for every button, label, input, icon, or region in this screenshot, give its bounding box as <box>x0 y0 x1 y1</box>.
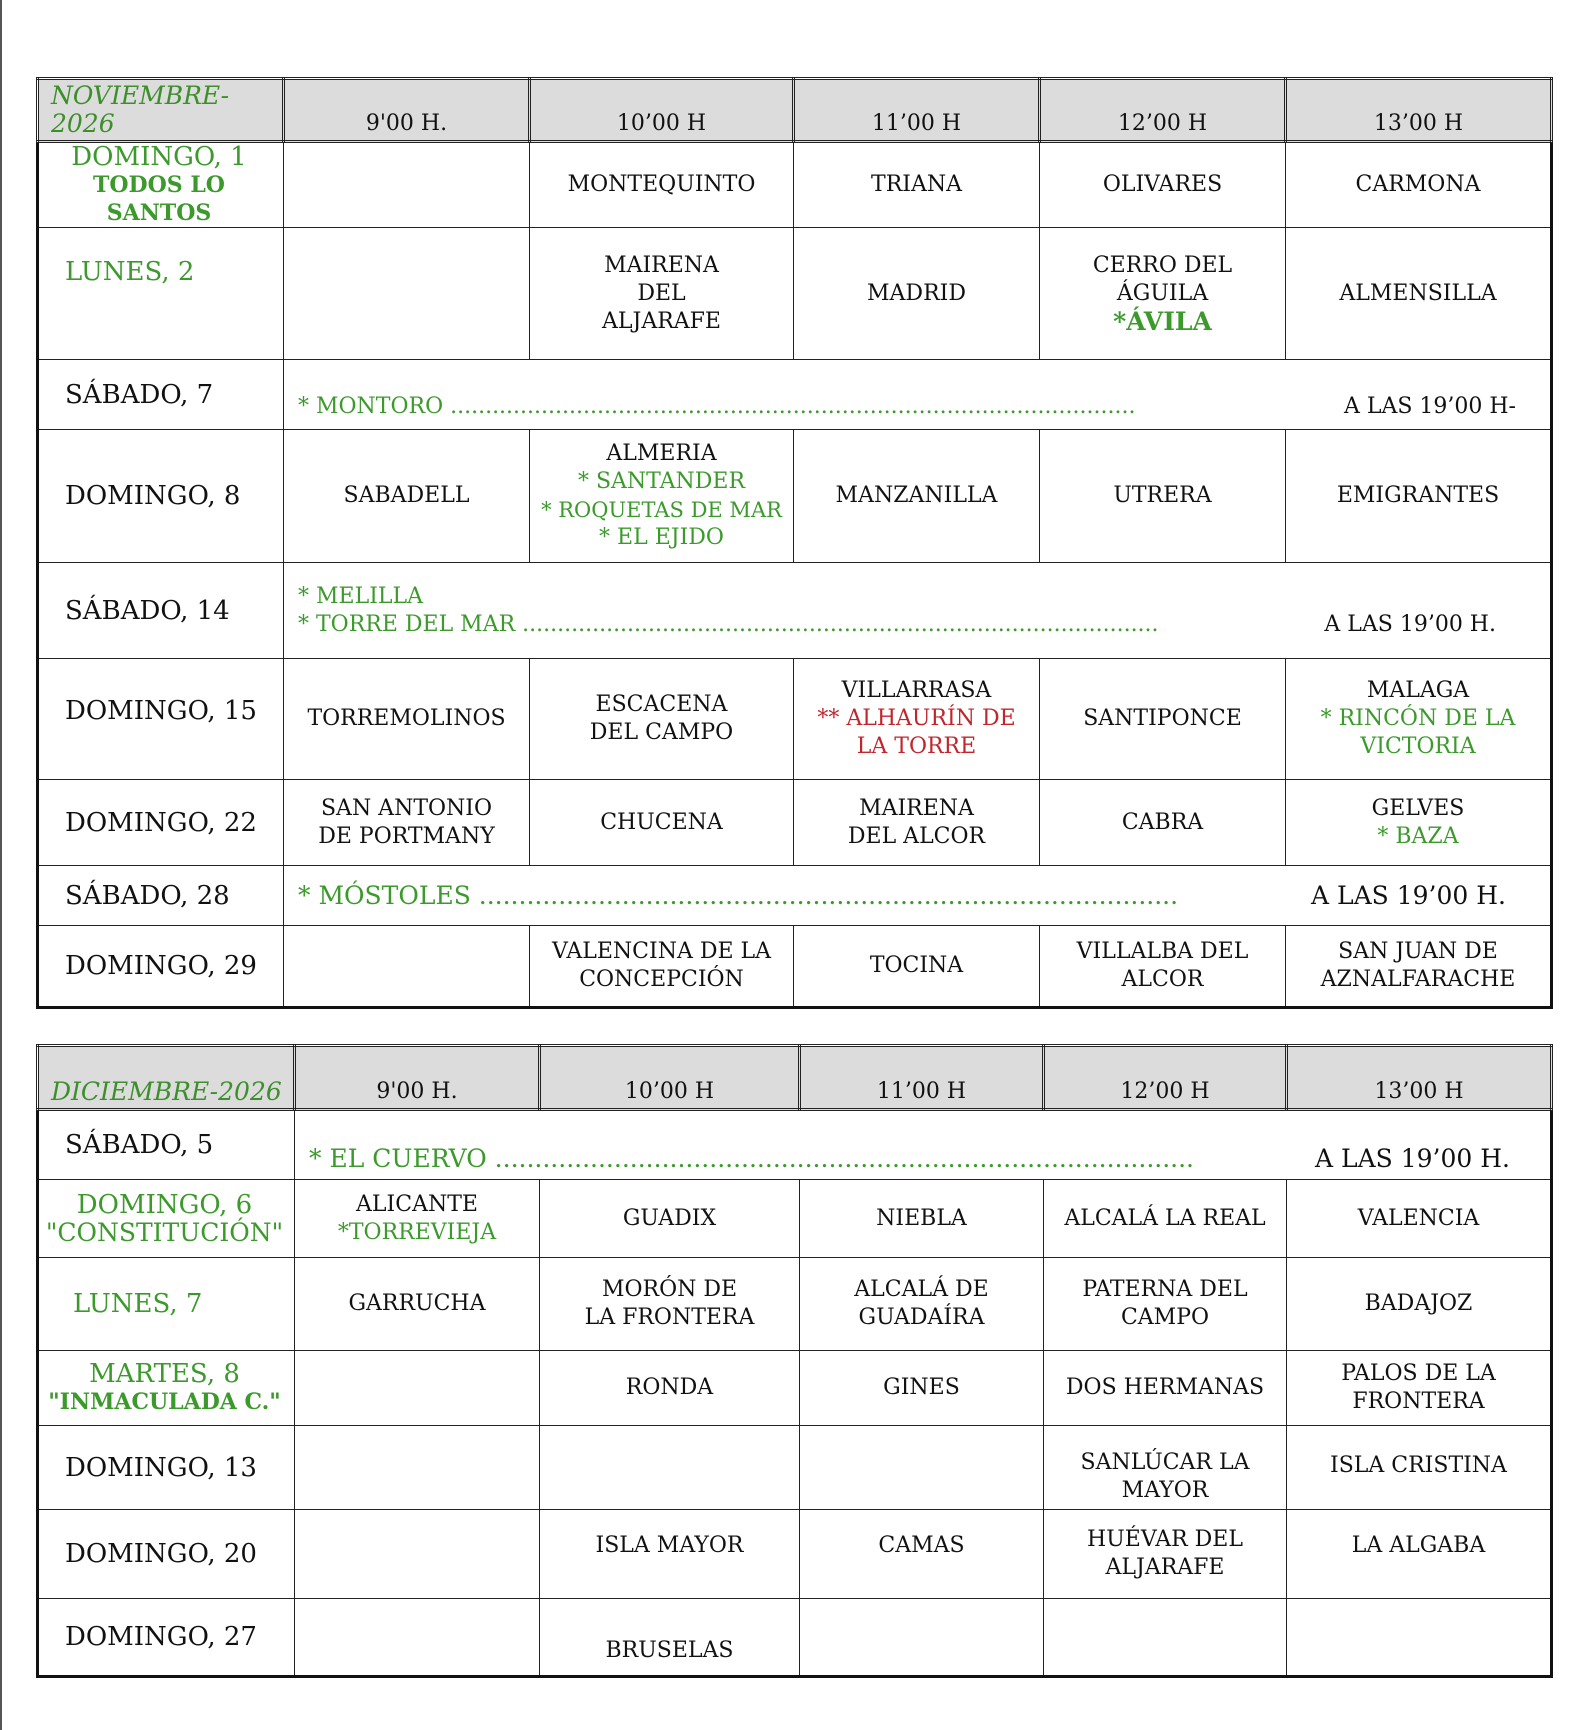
table-row <box>38 563 1552 659</box>
evening-slot: * EL CUERVO ........................................................................................ A LAS 19’00 H. <box>295 1110 1552 1180</box>
table-row <box>38 1110 1552 1180</box>
table-row <box>38 926 1552 1008</box>
slot-cell: UTRERA <box>1040 430 1286 563</box>
slot-cell: CARMONA <box>1286 142 1552 228</box>
slot-cell: ISLA MAYOR <box>540 1510 800 1599</box>
slot-cell: ISLA CRISTINA <box>1287 1426 1552 1510</box>
slot-cell <box>295 1510 540 1599</box>
slot-cell: EMIGRANTES <box>1286 430 1552 563</box>
slot-cell: CERRO DEL ÁGUILA *ÁVILA <box>1040 228 1286 360</box>
day-label: DOMINGO, 13 <box>38 1426 295 1510</box>
evening-slot: * MONTORO .................................................................................................. A LAS 19’00 H- <box>284 360 1552 430</box>
day-label: LUNES, 7 <box>38 1258 295 1351</box>
slot-cell <box>1287 1599 1552 1677</box>
slot-cell <box>284 142 530 228</box>
hour-header: 11’00 H <box>794 79 1040 142</box>
slot-cell: RONDA <box>540 1351 800 1426</box>
slot-cell: PATERNA DEL CAMPO <box>1044 1258 1287 1351</box>
slot-cell: HUÉVAR DEL ALJARAFE <box>1044 1510 1287 1599</box>
slot-cell: ESCACENA DEL CAMPO <box>530 659 794 780</box>
slot-cell: DOS HERMANAS <box>1044 1351 1287 1426</box>
slot-cell: OLIVARES <box>1040 142 1286 228</box>
slot-cell: NIEBLA <box>800 1180 1044 1258</box>
day-label: SÁBADO, 28 <box>38 866 284 926</box>
slot-cell: MAIRENA DEL ALJARAFE <box>530 228 794 360</box>
table-row <box>38 659 1552 780</box>
header-row <box>38 79 1552 142</box>
slot-cell <box>284 228 530 360</box>
slot-cell: SAN JUAN DE AZNALFARACHE <box>1286 926 1552 1008</box>
day-label: DOMINGO, 29 <box>38 926 284 1008</box>
slot-cell: MORÓN DE LA FRONTERA <box>540 1258 800 1351</box>
table-row <box>38 1180 1552 1258</box>
day-label: DOMINGO, 6 "CONSTITUCIÓN" <box>38 1180 295 1258</box>
slot-cell: GINES <box>800 1351 1044 1426</box>
slot-cell: CABRA <box>1040 780 1286 866</box>
day-label: SÁBADO, 14 <box>38 563 284 659</box>
day-label: DOMINGO, 15 <box>38 659 284 780</box>
slot-cell: CHUCENA <box>530 780 794 866</box>
day-label: DOMINGO, 27 <box>38 1599 295 1677</box>
slot-cell <box>295 1599 540 1677</box>
slot-cell: MONTEQUINTO <box>530 142 794 228</box>
evening-slot: * MÓSTOLES ........................................................................................ A LAS 19’00 H. <box>284 866 1552 926</box>
slot-cell: SANLÚCAR LA MAYOR <box>1044 1426 1287 1510</box>
slot-cell: BRUSELAS <box>540 1599 800 1677</box>
slot-cell: GELVES * BAZA <box>1286 780 1552 866</box>
page-edge <box>0 0 2 1730</box>
slot-cell: ALCALÁ LA REAL <box>1044 1180 1287 1258</box>
november-schedule-table <box>36 77 1553 1009</box>
slot-cell: MAIRENA DEL ALCOR <box>794 780 1040 866</box>
day-label: LUNES, 2 <box>38 228 284 360</box>
table-row <box>38 142 1552 228</box>
day-label: DOMINGO, 8 <box>38 430 284 563</box>
hour-header: 10’00 H <box>530 79 794 142</box>
hour-header: 9'00 H. <box>295 1046 540 1110</box>
month-title: DICIEMBRE-2026 <box>38 1046 295 1110</box>
slot-cell: VILLARRASA ** ALHAURÍN DE LA TORRE <box>794 659 1040 780</box>
slot-cell: BADAJOZ <box>1287 1258 1552 1351</box>
table-row <box>38 360 1552 430</box>
slot-cell: VALENCIA <box>1287 1180 1552 1258</box>
table-row <box>38 780 1552 866</box>
december-schedule-table <box>36 1044 1553 1678</box>
table-row <box>38 1510 1552 1599</box>
table-row <box>38 866 1552 926</box>
table-row <box>38 1426 1552 1510</box>
slot-cell: SANTIPONCE <box>1040 659 1286 780</box>
slot-cell: VILLALBA DEL ALCOR <box>1040 926 1286 1008</box>
hour-header: 10’00 H <box>540 1046 800 1110</box>
evening-slot: * MELILLA * TORRE DEL MAR ........................................................................................... A LAS 19’00 H. <box>284 563 1552 659</box>
day-label: DOMINGO, 20 <box>38 1510 295 1599</box>
slot-cell <box>540 1426 800 1510</box>
slot-cell: LA ALGABA <box>1287 1510 1552 1599</box>
hour-header: 9'00 H. <box>284 79 530 142</box>
table-row <box>38 430 1552 563</box>
day-label: DOMINGO, 1 TODOS LO SANTOS <box>38 142 284 228</box>
slot-cell: GUADIX <box>540 1180 800 1258</box>
slot-cell: MANZANILLA <box>794 430 1040 563</box>
header-row <box>38 1046 1552 1110</box>
hour-header: 13’00 H <box>1286 79 1552 142</box>
day-label: SÁBADO, 5 <box>38 1110 295 1180</box>
hour-header: 13’00 H <box>1287 1046 1552 1110</box>
slot-cell: TOCINA <box>794 926 1040 1008</box>
slot-cell: TORREMOLINOS <box>284 659 530 780</box>
slot-cell <box>295 1351 540 1426</box>
hour-header: 11’00 H <box>800 1046 1044 1110</box>
slot-cell <box>284 926 530 1008</box>
slot-cell: MALAGA * RINCÓN DE LA VICTORIA <box>1286 659 1552 780</box>
table-row <box>38 228 1552 360</box>
slot-cell: MADRID <box>794 228 1040 360</box>
slot-cell: SAN ANTONIO DE PORTMANY <box>284 780 530 866</box>
slot-cell: PALOS DE LA FRONTERA <box>1287 1351 1552 1426</box>
hour-header: 12’00 H <box>1040 79 1286 142</box>
month-title: NOVIEMBRE-2026 <box>38 79 284 142</box>
day-label: DOMINGO, 22 <box>38 780 284 866</box>
slot-cell: GARRUCHA <box>295 1258 540 1351</box>
day-label: SÁBADO, 7 <box>38 360 284 430</box>
hour-header: 12’00 H <box>1044 1046 1287 1110</box>
slot-cell: VALENCINA DE LA CONCEPCIÓN <box>530 926 794 1008</box>
slot-cell: CAMAS <box>800 1510 1044 1599</box>
table-row <box>38 1351 1552 1426</box>
slot-cell <box>295 1426 540 1510</box>
day-label: MARTES, 8 "INMACULADA C." <box>38 1351 295 1426</box>
slot-cell <box>800 1426 1044 1510</box>
slot-cell: ALICANTE *TORREVIEJA <box>295 1180 540 1258</box>
slot-cell <box>800 1599 1044 1677</box>
table-row <box>38 1599 1552 1677</box>
slot-cell: ALMERIA * SANTANDER * ROQUETAS DE MAR * EL EJIDO <box>530 430 794 563</box>
slot-cell <box>1044 1599 1287 1677</box>
slot-cell: ALMENSILLA <box>1286 228 1552 360</box>
slot-cell: TRIANA <box>794 142 1040 228</box>
slot-cell: SABADELL <box>284 430 530 563</box>
slot-cell: ALCALÁ DE GUADAÍRA <box>800 1258 1044 1351</box>
table-row <box>38 1258 1552 1351</box>
